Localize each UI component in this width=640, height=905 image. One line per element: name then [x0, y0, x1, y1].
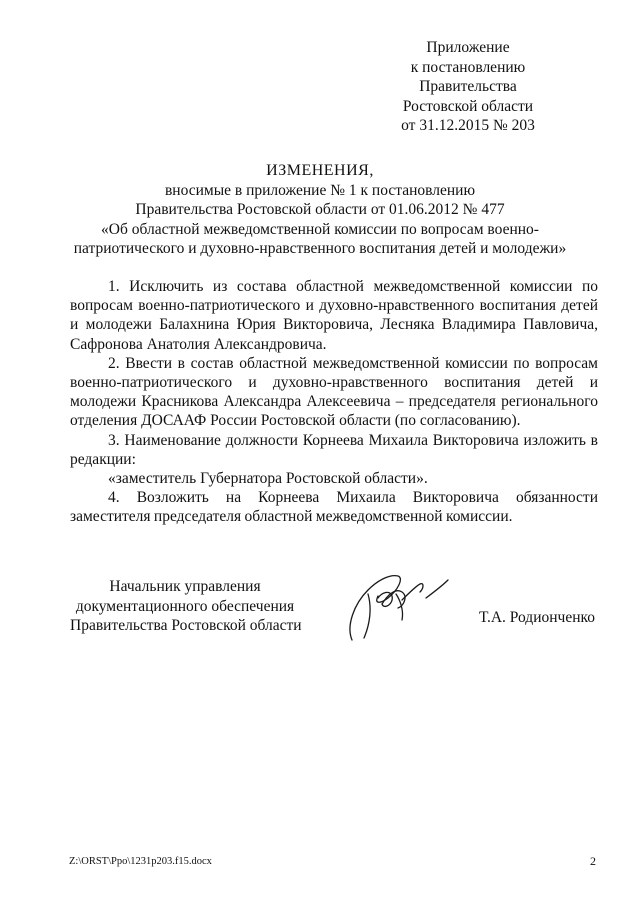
appendix-line: от 31.12.2015 № 203: [401, 117, 535, 134]
heading-line: «Об областной межведомственной комиссии по вопросам военно-: [101, 220, 539, 238]
appendix-line: к постановлению: [410, 58, 526, 76]
heading-line: патриотического и духовно-нравственного воспитания детей и молодежи»: [73, 240, 567, 257]
heading-line: Правительства Ростовской области от 01.06.2012 № 477: [135, 201, 505, 218]
heading-line: вносимые в приложение № 1 к постановлению: [164, 181, 476, 199]
item-paragraph: 2. Ввести в состав областной межведомственной комиссии по вопросам военно-патриотического и духовно-нравственного воспитания детей и молодежи Красникова Александра Алексеевича – председателя регионального отделения ДОСААФ России Ростовской области (по согласованию).: [70, 354, 598, 430]
appendix-header: [348, 38, 588, 136]
document-title: ИЗМЕНЕНИЯ,: [266, 162, 374, 179]
appendix-line: Правительства: [419, 78, 517, 95]
page-number: 2: [590, 854, 596, 868]
position-line: Правительства Ростовской области: [70, 617, 302, 634]
signatory-name: Т.А. Родионченко: [479, 609, 595, 626]
signatory-position: [70, 577, 300, 636]
file-path: Z:\ORST\Ppo\1231p203.f15.docx: [69, 856, 212, 867]
appendix-line: Ростовской области: [402, 97, 534, 115]
position-line: Начальник управления: [109, 578, 261, 595]
handwritten-signature: [338, 564, 458, 650]
quoted-title: «заместитель Губернатора Ростовской области».: [108, 470, 428, 488]
document-heading: [70, 161, 570, 259]
item-paragraph: 4. Возложить на Корнеева Михаила Викторовича обязанности заместителя председателя областной межведомственной комиссии.: [70, 489, 598, 526]
item-paragraph: 3. Наименование должности Корнеева Михаила Викторовича изложить в редакции:: [70, 431, 598, 468]
appendix-line: Приложение: [426, 39, 510, 56]
position-line: документационного обеспечения: [75, 597, 295, 615]
document-body: [70, 277, 598, 527]
item-paragraph: 1. Исключить из состава областной межведомственной комиссии по вопросам военно-патриотического и духовно-нравственного воспитания детей и молодежи Балахнина Юрия Викторовича, Лесняка Владимира Павловича, Сафронова Анатолия Александровича.: [70, 278, 598, 353]
